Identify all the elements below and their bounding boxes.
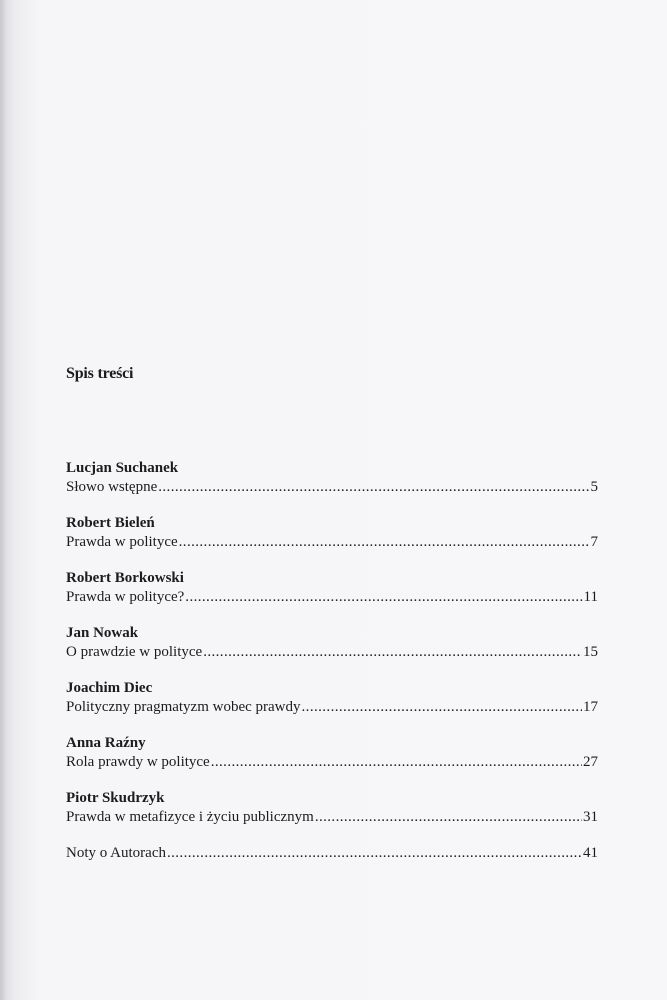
dot-leader <box>179 533 590 552</box>
toc-entry-page: 11 <box>583 589 598 605</box>
toc-entry-line <box>66 533 598 552</box>
toc-entry-author: Joachim Diec <box>66 680 153 696</box>
toc-entry <box>66 514 598 552</box>
dot-leader <box>203 643 582 662</box>
toc-entry-page: 15 <box>583 644 598 660</box>
toc-entry-line <box>66 808 598 827</box>
table-of-contents <box>66 459 598 880</box>
dot-leader <box>185 588 582 607</box>
toc-entry-author: Lucjan Suchanek <box>66 460 179 476</box>
toc-entry <box>66 569 598 607</box>
toc-entry-author: Jan Nowak <box>66 625 139 641</box>
toc-entry-author: Robert Borkowski <box>66 570 184 586</box>
toc-entry-title: Rola prawdy w polityce <box>66 754 210 770</box>
toc-entry-line <box>66 698 598 717</box>
dot-leader <box>211 753 582 772</box>
dot-leader <box>158 478 589 497</box>
toc-entry-line <box>66 478 598 497</box>
toc-entry-title: Prawda w polityce? <box>66 589 185 605</box>
toc-entry-title: Noty o Autorach <box>66 845 166 861</box>
toc-entry-page: 27 <box>583 754 598 770</box>
toc-entry-title: Prawda w polityce <box>66 534 178 550</box>
toc-entry-notes <box>66 844 598 863</box>
toc-entry-author: Piotr Skudrzyk <box>66 790 165 806</box>
toc-entry-page: 41 <box>583 845 598 861</box>
toc-entry-page: 7 <box>590 534 598 550</box>
toc-entry-page: 17 <box>583 699 598 715</box>
toc-entry <box>66 734 598 772</box>
toc-entry-line <box>66 588 598 607</box>
dot-leader <box>167 844 582 863</box>
toc-entry-title: Słowo wstępne <box>66 479 158 495</box>
toc-entry-author: Anna Raźny <box>66 735 146 751</box>
toc-entry <box>66 459 598 497</box>
dot-leader <box>302 698 582 717</box>
dot-leader <box>315 808 582 827</box>
toc-entry <box>66 789 598 827</box>
toc-entry-page: 5 <box>590 479 598 495</box>
toc-entry-title: Prawda w metafizyce i życiu publicznym <box>66 809 314 825</box>
toc-entry-page: 31 <box>583 809 598 825</box>
toc-heading: Spis treści <box>66 365 134 382</box>
toc-entry-author: Robert Bieleń <box>66 515 155 531</box>
toc-entry-line <box>66 753 598 772</box>
toc-entry <box>66 624 598 662</box>
toc-entry-line <box>66 643 598 662</box>
toc-entry <box>66 679 598 717</box>
binding-shadow <box>0 0 6 1000</box>
toc-entry-line <box>66 844 598 863</box>
toc-entry-title: Polityczny pragmatyzm wobec prawdy <box>66 699 301 715</box>
toc-entry-title: O prawdzie w polityce <box>66 644 203 660</box>
